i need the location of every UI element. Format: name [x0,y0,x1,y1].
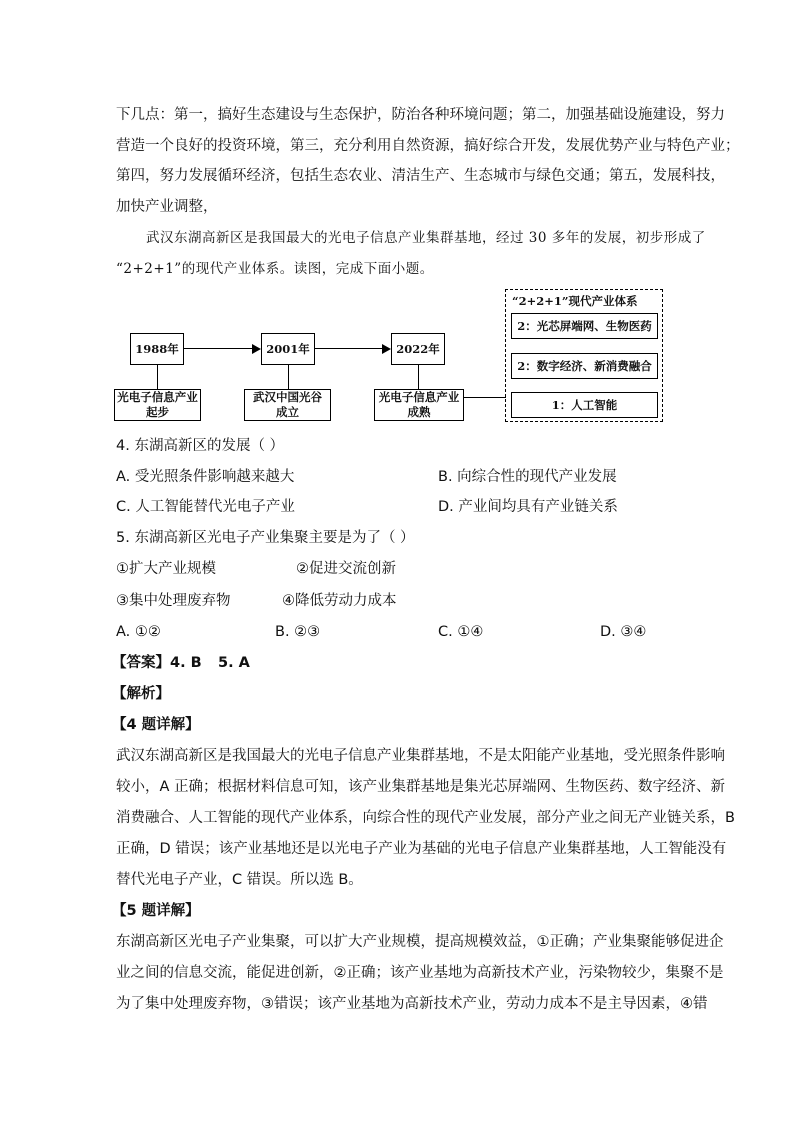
arrow-head-2 [382,344,391,354]
connector-to-system [464,397,506,398]
q5-option-b: B. ②③ [275,624,321,640]
event-box-2022: 光电子信息产业 成熟 [374,389,464,421]
q4-detail-line-1: 武汉东湖高新区是我国最大的光电子信息产业集群基地，不是太阳能产业基地，受光照条件影响 [116,748,725,764]
intro-line-2: 营造一个良好的投资环境，第三，充分利用自然资源，搞好综合开发，发展优势产业与特色产业； [116,138,740,154]
answer-second: 5. A [218,655,250,671]
event-box-2001: 武汉中国光谷 成立 [244,389,331,421]
q4-detail-line-3: 消费融合、人工智能的现代产业体系，向综合性的现代产业发展，部分产业之间无产业链关系，B [116,810,735,826]
connector-1 [157,365,158,390]
q5-stem: 5. 东湖高新区光电子产业集聚主要是为了（ ） [116,530,415,546]
q5-item-2: ②促进交流创新 [296,561,396,577]
q5-detail-line-1: 东湖高新区光电子产业集聚，可以扩大产业规模，提高规模效益，①正确；产业集聚能够促进企 [116,934,724,950]
q5-item-1: ①扩大产业规模 [116,561,216,577]
q4-detail-header: 【4 题详解】 [112,717,200,733]
material-line-1: 武汉东湖高新区是我国最大的光电子信息产业集群基地，经过 30 多年的发展，初步形成了 [146,230,706,246]
industry-system-title: “2+2+1”现代产业体系 [512,294,638,308]
arrow-line-1 [184,348,254,349]
q4-option-a: A. 受光照条件影响越来越大 [116,469,295,485]
answer-label: 【答案】4. B [112,655,202,671]
arrow-line-2 [315,348,384,349]
q5-item-4: ④降低劳动力成本 [282,593,397,609]
q5-detail-line-3: 为了集中处理废弃物，③错误；该产业基地为高新技术产业，劳动力成本不是主导因素，④错 [116,996,708,1012]
q4-detail-line-5: 替代光电子产业，C 错误。所以选 B。 [116,872,363,888]
q4-option-b: B. 向综合性的现代产业发展 [438,469,617,485]
q4-option-c: C. 人工智能替代光电子产业 [116,499,295,515]
q5-option-c: C. ①④ [438,624,484,640]
material-line-2: “2+2+1”的现代产业体系。读图，完成下面小题。 [116,261,434,277]
connector-3 [418,365,419,390]
connector-2 [288,365,289,390]
q5-detail-header: 【5 题详解】 [112,903,200,919]
q4-detail-line-4: 正确，D 错误；该产业基地还是以光电子产业为基础的光电子信息产业集群基地，人工智能没有 [116,841,727,857]
intro-line-1: 下几点：第一，搞好生态建设与生态保护，防治各种环境问题；第二，加强基础设施建设，努力 [116,107,725,123]
event-box-1988: 光电子信息产业 起步 [114,389,201,421]
q5-option-d: D. ③④ [600,624,647,640]
q4-stem: 4. 东湖高新区的发展（ ） [116,438,285,454]
intro-line-4: 加快产业调整， [116,199,218,215]
system-item-3: 1：人工智能 [511,392,658,418]
analysis-label: 【解析】 [112,686,170,702]
arrow-head-1 [252,344,261,354]
q5-option-a: A. ①② [116,624,161,640]
q4-option-d: D. 产业间均具有产业链关系 [438,499,618,515]
year-box-2022: 2022年 [391,333,445,365]
q4-detail-line-2: 较小，A 正确；根据材料信息可知，该产业集群基地是集光芯屏端网、生物医药、数字经济、新 [116,779,726,795]
system-item-1: 2：光芯屏端网、生物医药 [511,313,658,339]
year-box-1988: 1988年 [130,333,184,365]
year-box-2001: 2001年 [261,333,315,365]
q5-detail-line-2: 业之间的信息交流，能促进创新，②正确；该产业基地为高新技术产业，污染物较少，集聚不是 [116,965,724,981]
q5-item-3: ③集中处理废弃物 [116,593,231,609]
intro-line-3: 第四，努力发展循环经济，包括生态农业、清洁生产、生态城市与绿色交通；第五，发展科技， [116,168,725,184]
system-item-2: 2：数字经济、新消费融合 [511,353,658,379]
